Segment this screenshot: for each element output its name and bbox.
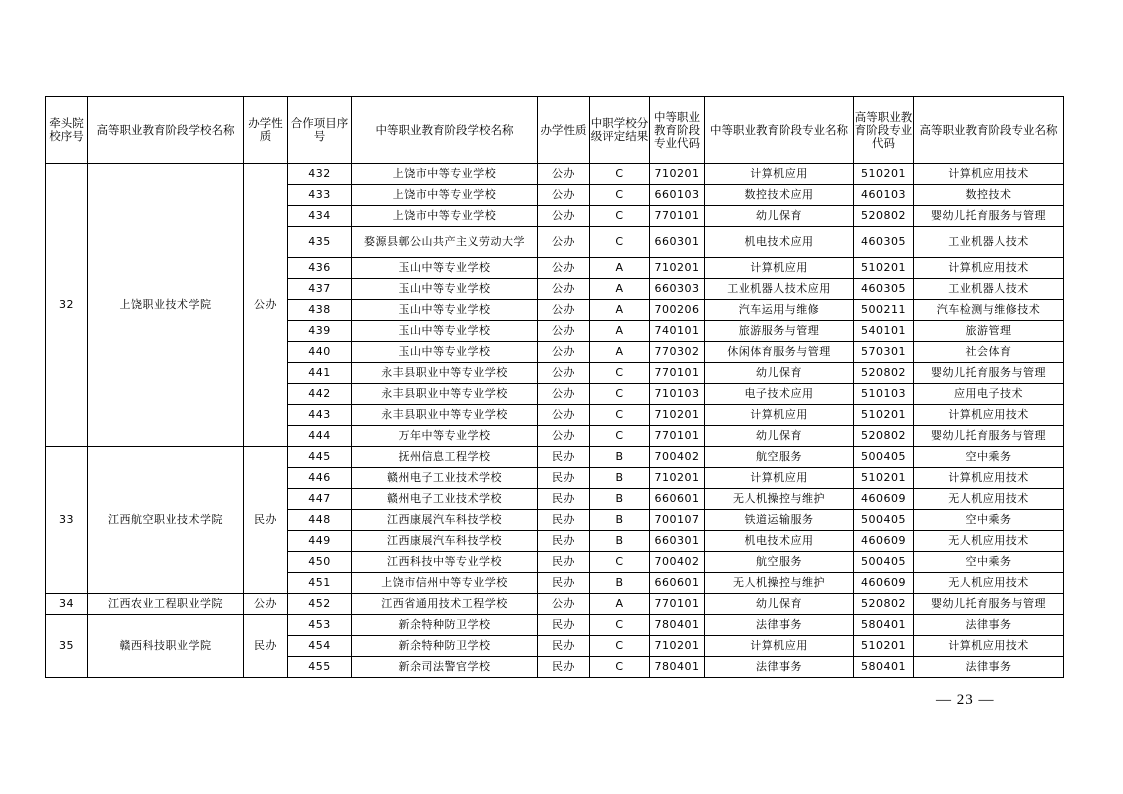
school-name-cell: 江西康展汽车科技学校 (352, 510, 538, 531)
school-name-cell: 上饶市中等专业学校 (352, 164, 538, 185)
grade-cell: C (590, 185, 650, 206)
higher-major-cell: 婴幼儿托育服务与管理 (914, 594, 1064, 615)
column-header: 办学性质 (244, 97, 288, 164)
project-seq-cell: 434 (288, 206, 352, 227)
college-nature-cell: 公办 (244, 164, 288, 447)
project-seq-cell: 436 (288, 258, 352, 279)
college-nature-cell: 公办 (244, 594, 288, 615)
grade-cell: C (590, 426, 650, 447)
higher-major-cell: 计算机应用技术 (914, 636, 1064, 657)
school-name-cell: 玉山中等专业学校 (352, 258, 538, 279)
project-seq-cell: 445 (288, 447, 352, 468)
school-nature-cell: 民办 (538, 615, 590, 636)
school-name-cell: 赣州电子工业技术学校 (352, 468, 538, 489)
school-name-cell: 新余司法警官学校 (352, 657, 538, 678)
secondary-code-cell: 710201 (650, 636, 705, 657)
column-header: 中等职业教育阶段专业名称 (705, 97, 854, 164)
grade-cell: B (590, 510, 650, 531)
higher-major-cell: 工业机器人技术 (914, 279, 1064, 300)
higher-code-cell: 510201 (854, 258, 914, 279)
school-nature-cell: 公办 (538, 405, 590, 426)
higher-code-cell: 500405 (854, 447, 914, 468)
school-nature-cell: 民办 (538, 510, 590, 531)
higher-major-cell: 计算机应用技术 (914, 258, 1064, 279)
higher-major-cell: 数控技术 (914, 185, 1064, 206)
higher-code-cell: 540101 (854, 321, 914, 342)
table-row (46, 594, 1064, 615)
higher-code-cell: 460103 (854, 185, 914, 206)
project-seq-cell: 442 (288, 384, 352, 405)
school-nature-cell: 公办 (538, 227, 590, 258)
college-name-cell: 上饶职业技术学院 (88, 164, 244, 447)
school-name-cell: 新余特种防卫学校 (352, 615, 538, 636)
project-seq-cell: 441 (288, 363, 352, 384)
project-seq-cell: 447 (288, 489, 352, 510)
project-seq-cell: 448 (288, 510, 352, 531)
higher-major-cell: 婴幼儿托育服务与管理 (914, 206, 1064, 227)
secondary-code-cell: 770101 (650, 206, 705, 227)
higher-major-cell: 空中乘务 (914, 552, 1064, 573)
school-name-cell: 抚州信息工程学校 (352, 447, 538, 468)
cooperation-table (45, 96, 1064, 678)
project-seq-cell: 435 (288, 227, 352, 258)
secondary-code-cell: 660601 (650, 489, 705, 510)
college-name-cell: 江西农业工程职业学院 (88, 594, 244, 615)
group-seq-cell: 34 (46, 594, 88, 615)
project-seq-cell: 450 (288, 552, 352, 573)
school-name-cell: 玉山中等专业学校 (352, 321, 538, 342)
school-nature-cell: 民办 (538, 489, 590, 510)
school-nature-cell: 公办 (538, 164, 590, 185)
grade-cell: C (590, 164, 650, 185)
grade-cell: B (590, 468, 650, 489)
school-nature-cell: 民办 (538, 531, 590, 552)
project-seq-cell: 444 (288, 426, 352, 447)
project-seq-cell: 443 (288, 405, 352, 426)
secondary-major-cell: 汽车运用与维修 (705, 300, 854, 321)
higher-code-cell: 460609 (854, 489, 914, 510)
project-seq-cell: 454 (288, 636, 352, 657)
school-name-cell: 婺源县鄣公山共产主义劳动大学 (352, 227, 538, 258)
school-nature-cell: 民办 (538, 468, 590, 489)
secondary-code-cell: 710201 (650, 468, 705, 489)
school-name-cell: 玉山中等专业学校 (352, 342, 538, 363)
higher-major-cell: 应用电子技术 (914, 384, 1064, 405)
school-name-cell: 永丰县职业中等专业学校 (352, 384, 538, 405)
grade-cell: A (590, 258, 650, 279)
grade-cell: C (590, 552, 650, 573)
secondary-major-cell: 计算机应用 (705, 636, 854, 657)
secondary-major-cell: 计算机应用 (705, 258, 854, 279)
project-seq-cell: 451 (288, 573, 352, 594)
higher-code-cell: 520802 (854, 594, 914, 615)
secondary-code-cell: 770101 (650, 594, 705, 615)
higher-code-cell: 510201 (854, 636, 914, 657)
secondary-code-cell: 700402 (650, 552, 705, 573)
school-nature-cell: 公办 (538, 206, 590, 227)
project-seq-cell: 453 (288, 615, 352, 636)
higher-code-cell: 580401 (854, 615, 914, 636)
secondary-major-cell: 无人机操控与维护 (705, 573, 854, 594)
secondary-code-cell: 700402 (650, 447, 705, 468)
secondary-major-cell: 休闲体育服务与管理 (705, 342, 854, 363)
higher-code-cell: 520802 (854, 206, 914, 227)
column-header: 牵头院校序号 (46, 97, 88, 164)
grade-cell: C (590, 363, 650, 384)
school-nature-cell: 公办 (538, 321, 590, 342)
school-name-cell: 永丰县职业中等专业学校 (352, 363, 538, 384)
school-name-cell: 万年中等专业学校 (352, 426, 538, 447)
school-nature-cell: 公办 (538, 185, 590, 206)
higher-code-cell: 500211 (854, 300, 914, 321)
project-seq-cell: 452 (288, 594, 352, 615)
college-nature-cell: 民办 (244, 615, 288, 678)
secondary-major-cell: 铁道运输服务 (705, 510, 854, 531)
higher-major-cell: 汽车检测与维修技术 (914, 300, 1064, 321)
table-body (46, 164, 1064, 678)
college-name-cell: 江西航空职业技术学院 (88, 447, 244, 594)
secondary-code-cell: 660303 (650, 279, 705, 300)
higher-major-cell: 计算机应用技术 (914, 468, 1064, 489)
header-row (46, 97, 1064, 164)
school-nature-cell: 民办 (538, 447, 590, 468)
higher-code-cell: 460609 (854, 531, 914, 552)
school-nature-cell: 民办 (538, 552, 590, 573)
higher-code-cell: 520802 (854, 363, 914, 384)
secondary-code-cell: 660301 (650, 227, 705, 258)
grade-cell: A (590, 300, 650, 321)
grade-cell: C (590, 384, 650, 405)
secondary-code-cell: 780401 (650, 615, 705, 636)
grade-cell: C (590, 657, 650, 678)
secondary-major-cell: 计算机应用 (705, 164, 854, 185)
secondary-major-cell: 幼儿保育 (705, 206, 854, 227)
secondary-major-cell: 工业机器人技术应用 (705, 279, 854, 300)
school-nature-cell: 民办 (538, 573, 590, 594)
school-name-cell: 上饶市信州中等专业学校 (352, 573, 538, 594)
project-seq-cell: 449 (288, 531, 352, 552)
higher-major-cell: 计算机应用技术 (914, 164, 1064, 185)
column-header: 高等职业教育阶段学校名称 (88, 97, 244, 164)
higher-code-cell: 520802 (854, 426, 914, 447)
table-row (46, 447, 1064, 468)
grade-cell: C (590, 636, 650, 657)
college-name-cell: 赣西科技职业学院 (88, 615, 244, 678)
secondary-major-cell: 机电技术应用 (705, 531, 854, 552)
higher-major-cell: 空中乘务 (914, 447, 1064, 468)
higher-major-cell: 无人机应用技术 (914, 573, 1064, 594)
secondary-major-cell: 幼儿保育 (705, 363, 854, 384)
higher-code-cell: 580401 (854, 657, 914, 678)
group-seq-cell: 32 (46, 164, 88, 447)
school-name-cell: 玉山中等专业学校 (352, 279, 538, 300)
school-nature-cell: 公办 (538, 279, 590, 300)
higher-major-cell: 法律事务 (914, 615, 1064, 636)
school-nature-cell: 公办 (538, 300, 590, 321)
higher-major-cell: 法律事务 (914, 657, 1064, 678)
secondary-code-cell: 700107 (650, 510, 705, 531)
higher-major-cell: 无人机应用技术 (914, 531, 1064, 552)
column-header: 高等职业教育阶段专业名称 (914, 97, 1064, 164)
grade-cell: A (590, 594, 650, 615)
table-row (46, 164, 1064, 185)
higher-major-cell: 婴幼儿托育服务与管理 (914, 426, 1064, 447)
secondary-major-cell: 法律事务 (705, 615, 854, 636)
project-seq-cell: 432 (288, 164, 352, 185)
column-header: 中职学校分级评定结果 (590, 97, 650, 164)
secondary-code-cell: 700206 (650, 300, 705, 321)
group-seq-cell: 33 (46, 447, 88, 594)
secondary-code-cell: 740101 (650, 321, 705, 342)
grade-cell: A (590, 279, 650, 300)
college-nature-cell: 民办 (244, 447, 288, 594)
secondary-code-cell: 770302 (650, 342, 705, 363)
higher-major-cell: 社会体育 (914, 342, 1064, 363)
secondary-major-cell: 无人机操控与维护 (705, 489, 854, 510)
higher-code-cell: 510201 (854, 405, 914, 426)
higher-code-cell: 460609 (854, 573, 914, 594)
secondary-major-cell: 航空服务 (705, 552, 854, 573)
higher-major-cell: 旅游管理 (914, 321, 1064, 342)
grade-cell: B (590, 573, 650, 594)
secondary-major-cell: 电子技术应用 (705, 384, 854, 405)
higher-code-cell: 500405 (854, 552, 914, 573)
table-row (46, 615, 1064, 636)
school-nature-cell: 公办 (538, 342, 590, 363)
school-nature-cell: 公办 (538, 384, 590, 405)
secondary-major-cell: 幼儿保育 (705, 426, 854, 447)
school-nature-cell: 民办 (538, 636, 590, 657)
higher-code-cell: 570301 (854, 342, 914, 363)
higher-major-cell: 无人机应用技术 (914, 489, 1064, 510)
secondary-code-cell: 660103 (650, 185, 705, 206)
secondary-major-cell: 旅游服务与管理 (705, 321, 854, 342)
school-name-cell: 赣州电子工业技术学校 (352, 489, 538, 510)
higher-major-cell: 空中乘务 (914, 510, 1064, 531)
secondary-code-cell: 710201 (650, 405, 705, 426)
grade-cell: B (590, 447, 650, 468)
higher-code-cell: 460305 (854, 279, 914, 300)
secondary-code-cell: 710201 (650, 164, 705, 185)
secondary-code-cell: 660601 (650, 573, 705, 594)
higher-major-cell: 婴幼儿托育服务与管理 (914, 363, 1064, 384)
school-nature-cell: 民办 (538, 657, 590, 678)
school-name-cell: 江西科技中等专业学校 (352, 552, 538, 573)
higher-major-cell: 工业机器人技术 (914, 227, 1064, 258)
project-seq-cell: 437 (288, 279, 352, 300)
column-header: 高等职业教育阶段专业代码 (854, 97, 914, 164)
grade-cell: B (590, 531, 650, 552)
grade-cell: B (590, 489, 650, 510)
column-header: 合作项目序号 (288, 97, 352, 164)
project-seq-cell: 433 (288, 185, 352, 206)
school-name-cell: 江西省通用技术工程学校 (352, 594, 538, 615)
higher-code-cell: 510103 (854, 384, 914, 405)
secondary-code-cell: 770101 (650, 363, 705, 384)
project-seq-cell: 455 (288, 657, 352, 678)
grade-cell: A (590, 321, 650, 342)
school-nature-cell: 公办 (538, 594, 590, 615)
school-nature-cell: 公办 (538, 363, 590, 384)
higher-code-cell: 500405 (854, 510, 914, 531)
column-header: 中等职业教育阶段专业代码 (650, 97, 705, 164)
school-name-cell: 上饶市中等专业学校 (352, 185, 538, 206)
grade-cell: C (590, 206, 650, 227)
page-number: — 23 — (936, 692, 995, 708)
project-seq-cell: 446 (288, 468, 352, 489)
school-nature-cell: 公办 (538, 258, 590, 279)
secondary-major-cell: 法律事务 (705, 657, 854, 678)
secondary-code-cell: 780401 (650, 657, 705, 678)
group-seq-cell: 35 (46, 615, 88, 678)
grade-cell: C (590, 227, 650, 258)
school-name-cell: 玉山中等专业学校 (352, 300, 538, 321)
secondary-code-cell: 710103 (650, 384, 705, 405)
project-seq-cell: 439 (288, 321, 352, 342)
secondary-major-cell: 数控技术应用 (705, 185, 854, 206)
secondary-major-cell: 幼儿保育 (705, 594, 854, 615)
higher-code-cell: 510201 (854, 164, 914, 185)
higher-major-cell: 计算机应用技术 (914, 405, 1064, 426)
secondary-code-cell: 710201 (650, 258, 705, 279)
column-header: 中等职业教育阶段学校名称 (352, 97, 538, 164)
secondary-major-cell: 航空服务 (705, 447, 854, 468)
project-seq-cell: 440 (288, 342, 352, 363)
school-name-cell: 永丰县职业中等专业学校 (352, 405, 538, 426)
school-nature-cell: 公办 (538, 426, 590, 447)
secondary-major-cell: 计算机应用 (705, 405, 854, 426)
column-header: 办学性质 (538, 97, 590, 164)
grade-cell: C (590, 615, 650, 636)
higher-code-cell: 510201 (854, 468, 914, 489)
grade-cell: A (590, 342, 650, 363)
school-name-cell: 江西康展汽车科技学校 (352, 531, 538, 552)
secondary-code-cell: 770101 (650, 426, 705, 447)
secondary-code-cell: 660301 (650, 531, 705, 552)
school-name-cell: 上饶市中等专业学校 (352, 206, 538, 227)
secondary-major-cell: 计算机应用 (705, 468, 854, 489)
school-name-cell: 新余特种防卫学校 (352, 636, 538, 657)
project-seq-cell: 438 (288, 300, 352, 321)
higher-code-cell: 460305 (854, 227, 914, 258)
secondary-major-cell: 机电技术应用 (705, 227, 854, 258)
grade-cell: C (590, 405, 650, 426)
